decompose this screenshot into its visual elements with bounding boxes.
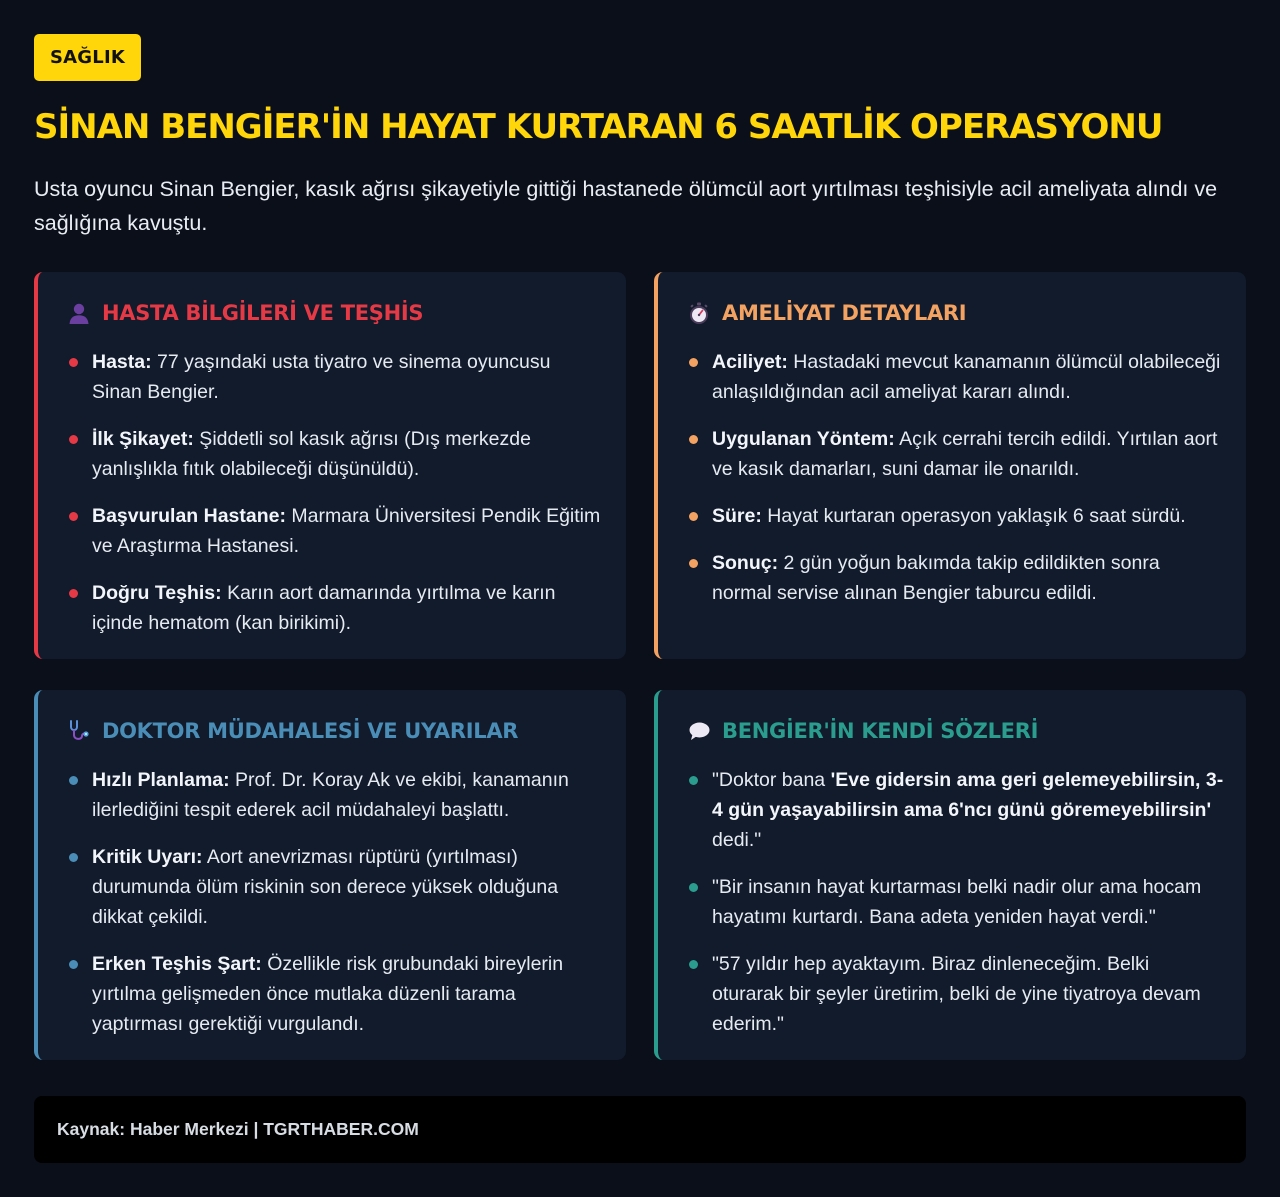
card-heading: DOKTOR MÜDAHALESİ VE UYARILAR bbox=[102, 719, 519, 743]
item-list bbox=[66, 765, 604, 1039]
quote-text: "Doktor bana bbox=[712, 769, 831, 791]
card-bengier-quotes bbox=[654, 690, 1246, 1060]
item-text: 2 gün yoğun bakımda takip edildikten sonra normal servise alınan Bengier taburcu edildi. bbox=[712, 552, 1160, 604]
bullet-dot bbox=[69, 589, 78, 598]
card-header bbox=[686, 716, 1224, 746]
person-silhouette-icon bbox=[66, 300, 92, 326]
bullet-dot bbox=[69, 512, 78, 521]
item-text: Hayat kurtaran operasyon yaklaşık 6 saat sürdü. bbox=[761, 505, 1186, 527]
stethoscope-icon bbox=[66, 718, 92, 744]
bullet-dot bbox=[689, 435, 698, 444]
quote-text: dedi." bbox=[712, 829, 762, 851]
item-label: İlk Şikayet: bbox=[92, 428, 194, 450]
bullet-dot bbox=[689, 358, 698, 367]
list-item bbox=[686, 347, 1224, 407]
item-label: Aciliyet: bbox=[712, 351, 788, 373]
card-doctor-intervention bbox=[34, 690, 626, 1060]
card-heading: AMELİYAT DETAYLARI bbox=[722, 301, 967, 325]
card-header bbox=[66, 716, 604, 746]
list-item bbox=[66, 949, 604, 1039]
item-label: Hızlı Planlama: bbox=[92, 769, 230, 791]
list-item bbox=[66, 578, 604, 638]
bullet-dot bbox=[689, 960, 698, 969]
lead-paragraph: Usta oyuncu Sinan Bengier, kasık ağrısı şikayetiyle gittiği hastanede ölümcül aort yırtılması teşhisiyle acil ameliyata alındı ve sağlığına kavuştu. bbox=[34, 177, 1218, 235]
bullet-dot bbox=[69, 960, 78, 969]
item-text: Özellikle risk grubundaki bireylerin yırtılma gelişmeden önce mutlaka düzenli tarama yaptırması gerektiği vurgulandı. bbox=[92, 953, 564, 1035]
stopwatch-icon bbox=[686, 300, 712, 326]
card-surgery-details bbox=[654, 272, 1246, 659]
bullet-dot bbox=[689, 559, 698, 568]
item-text: Marmara Üniversitesi Pendik Eğitim ve Araştırma Hastanesi. bbox=[92, 505, 601, 557]
quote-item bbox=[686, 765, 1224, 855]
category-badge: SAĞLIK bbox=[34, 34, 141, 81]
item-text: Şiddetli sol kasık ağrısı (Dış merkezde yanlışlıkla fıtık olabileceği düşünüldü). bbox=[92, 428, 531, 480]
item-label: Sonuç: bbox=[712, 552, 779, 574]
item-text: Açık cerrahi tercih edildi. Yırtılan aort ve kasık damarları, suni damar ile onarıldı. bbox=[712, 428, 1218, 480]
item-label: Süre: bbox=[712, 505, 762, 527]
bullet-dot bbox=[69, 853, 78, 862]
quote-text: "Bir insanın hayat kurtarması belki nadir olur ama hocam hayatımı kurtardı. Bana adeta yeniden hayat verdi." bbox=[712, 876, 1202, 928]
item-list bbox=[686, 347, 1224, 608]
card-heading: BENGİER'İN KENDİ SÖZLERİ bbox=[722, 719, 1039, 743]
bullet-dot bbox=[69, 435, 78, 444]
bullet-dot bbox=[69, 776, 78, 785]
bullet-dot bbox=[689, 776, 698, 785]
card-patient-info bbox=[34, 272, 626, 659]
item-text: 77 yaşındaki usta tiyatro ve sinema oyuncusu Sinan Bengier. bbox=[92, 351, 551, 403]
list-item bbox=[66, 842, 604, 932]
card-heading: HASTA BİLGİLERİ VE TEŞHİS bbox=[102, 301, 424, 325]
item-label: Doğru Teşhis: bbox=[92, 582, 222, 604]
page-title: SİNAN BENGİER'İN HAYAT KURTARAN 6 SAATLİK OPERASYONU bbox=[34, 107, 1163, 147]
item-label: Kritik Uyarı: bbox=[92, 846, 203, 868]
speech-bubble-icon bbox=[686, 718, 712, 744]
quote-item bbox=[686, 949, 1224, 1039]
item-text: Prof. Dr. Koray Ak ve ekibi, kanamanın ilerlediğini tespit ederek acil müdahaleyi başlattı. bbox=[92, 769, 569, 821]
quote-list bbox=[686, 765, 1224, 1039]
card-header bbox=[686, 298, 1224, 328]
item-label: Uygulanan Yöntem: bbox=[712, 428, 895, 450]
list-item bbox=[686, 501, 1224, 531]
item-list bbox=[66, 347, 604, 638]
bullet-dot bbox=[69, 358, 78, 367]
quote-emphasis: 'Eve gidersin ama geri gelemeyebilirsin, 3-4 gün yaşayabilirsin ama 6'ncı günü göremeyebilirsin' bbox=[712, 769, 1224, 821]
bullet-dot bbox=[689, 512, 698, 521]
source-footer bbox=[34, 1096, 1246, 1163]
item-label: Hasta: bbox=[92, 351, 152, 373]
item-label: Erken Teşhis Şart: bbox=[92, 953, 262, 975]
item-text: Hastadaki mevcut kanamanın ölümcül olabileceği anlaşıldığından acil ameliyat kararı alındı. bbox=[712, 351, 1221, 403]
quote-item bbox=[686, 872, 1224, 932]
item-label: Başvurulan Hastane: bbox=[92, 505, 286, 527]
item-text: Karın aort damarında yırtılma ve karın içinde hematom (kan birikimi). bbox=[92, 582, 556, 634]
list-item bbox=[686, 548, 1224, 608]
list-item bbox=[66, 765, 604, 825]
item-text: Aort anevrizması rüptürü (yırtılması) durumunda ölüm riskinin son derece yüksek olduğuna dikkat çekildi. bbox=[92, 846, 559, 928]
card-header bbox=[66, 298, 604, 328]
list-item bbox=[686, 424, 1224, 484]
list-item bbox=[66, 501, 604, 561]
bullet-dot bbox=[689, 883, 698, 892]
list-item bbox=[66, 347, 604, 407]
source-text: Kaynak: Haber Merkezi | TGRTHABER.COM bbox=[57, 1119, 419, 1139]
list-item bbox=[66, 424, 604, 484]
quote-text: "57 yıldır hep ayaktayım. Biraz dinleneceğim. Belki oturarak bir şeyler üretirim, belki de yine tiyatroya devam ederim." bbox=[712, 953, 1201, 1035]
